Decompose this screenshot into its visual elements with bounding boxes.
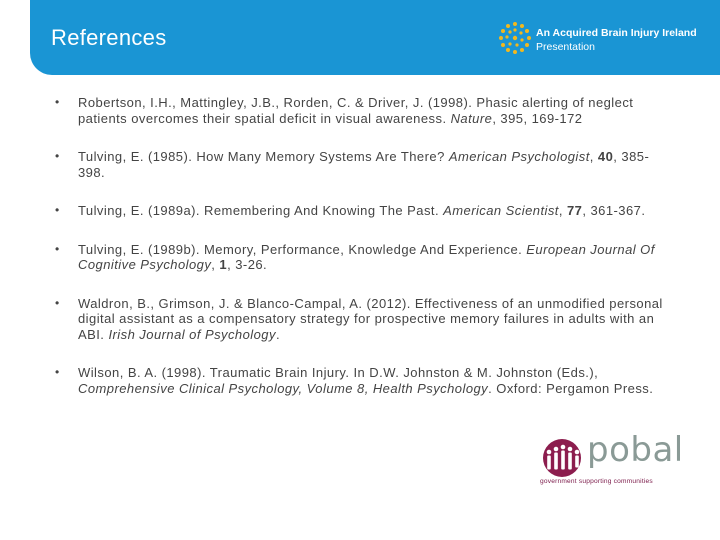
reference-run: Robertson, I.H., Mattingley, J.B., Rorden, C. & Driver, J. (1998). Phasic alerting of neglect patients overcomes their spatial deficit in visual awareness. [78, 95, 634, 126]
reference-italic: American Psychologist [448, 149, 590, 164]
reference-list [55, 95, 675, 396]
reference-run: , [211, 257, 220, 272]
logo-line1: An Acquired Brain Injury Ireland [536, 27, 697, 39]
reference-item [55, 242, 675, 273]
reference-italic: Nature [450, 110, 493, 126]
reference-bold: 1 [219, 257, 228, 272]
reference-italic: Irish Journal of Psychology [108, 326, 276, 342]
slide-title: References [51, 25, 167, 50]
reference-run: Wilson, B. A. (1998). Traumatic Brain Injury. In D.W. Johnston & M. Johnston (Eds.), [78, 365, 599, 380]
reference-run: , 385-398. [78, 149, 650, 180]
reference-item [55, 149, 675, 180]
reference-text [78, 95, 633, 126]
reference-item [55, 95, 675, 126]
logo-line2: Presentation [536, 41, 595, 53]
reference-text [78, 203, 645, 218]
reference-run: Tulving, E. (1985). How Many Memory Systems Are There? [78, 149, 449, 164]
reference-italic: Comprehensive Clinical Psychology, Volume 8, Health Psychology [78, 380, 489, 396]
reference-item [55, 296, 675, 343]
reference-text [78, 149, 649, 180]
reference-item [55, 203, 675, 219]
reference-run: Tulving, E. (1989b). Memory, Performance, Knowledge And Experience. [78, 241, 527, 257]
bullet-icon: • [55, 365, 60, 379]
bullet-icon: • [55, 149, 60, 163]
bullet-icon: • [55, 203, 60, 217]
reference-run: , 361-367. [582, 203, 646, 218]
reference-item [55, 365, 675, 396]
pobal-tagline: government supporting communities [540, 478, 653, 485]
reference-run: . [275, 326, 281, 342]
bullet-icon: • [55, 295, 60, 310]
reference-run: Waldron, B., Grimson, J. & Blanco-Campal, A. (2012). Effectiveness of an unmodified personal digital assistant as a compensatory strategy for prospective memory failures in adults with an ABI. [78, 295, 663, 342]
abi-ireland-logo-icon [498, 21, 532, 55]
bullet-icon: • [55, 241, 60, 256]
reference-bold: 77 [566, 203, 583, 218]
reference-run: , [589, 149, 598, 164]
pobal-wordmark: pobal [587, 430, 684, 470]
reference-italic: American Scientist [443, 203, 559, 218]
reference-run: . Oxford: Pergamon Press. [488, 380, 654, 396]
pobal-logo [540, 430, 684, 490]
slide-header [0, 0, 720, 75]
pobal-logo-icon [540, 438, 584, 478]
reference-italic: European Journal Of Cognitive Psychology [78, 241, 655, 272]
reference-run: Tulving, E. (1989a). Remembering And Knowing The Past. [78, 203, 444, 218]
reference-text [78, 296, 663, 342]
title-bar [30, 0, 720, 75]
reference-run: , [558, 203, 567, 218]
reference-text [78, 242, 655, 273]
abi-ireland-logo [498, 21, 720, 55]
reference-run: , 3-26. [227, 257, 268, 272]
reference-text [78, 365, 653, 396]
reference-bold: 40 [597, 149, 614, 164]
bullet-icon: • [55, 95, 60, 109]
reference-run: , 395, 169-172 [492, 110, 583, 126]
